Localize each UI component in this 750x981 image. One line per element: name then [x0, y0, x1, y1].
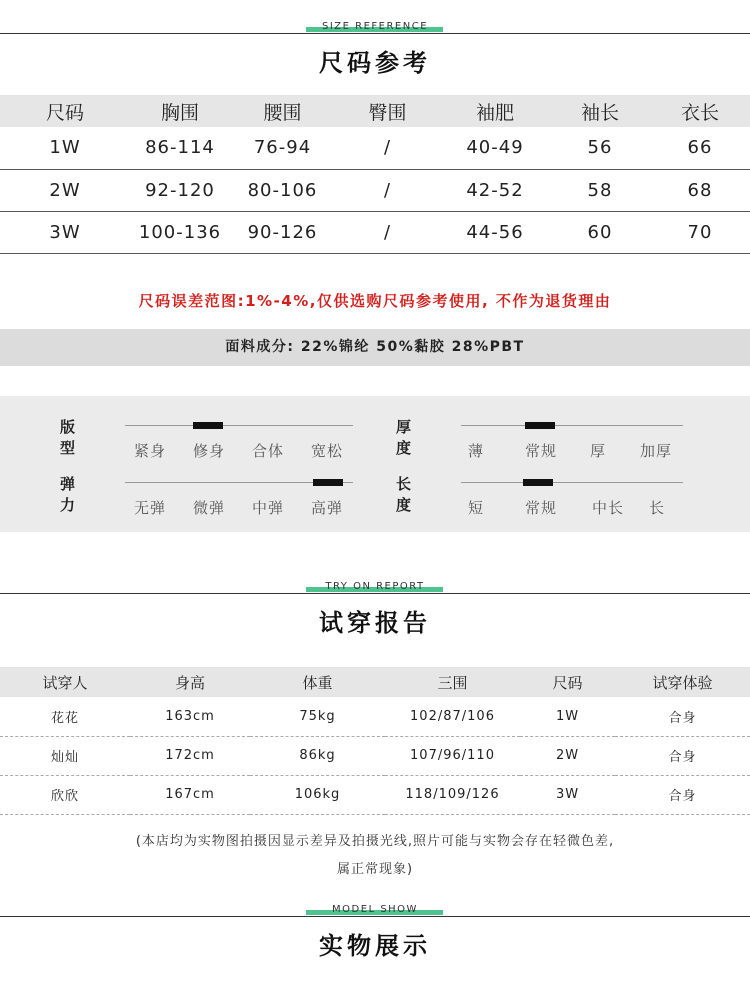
property-indicator	[523, 479, 553, 486]
table-cell: 2W	[0, 169, 130, 211]
section-title: 试穿报告	[319, 609, 431, 637]
table-cell: 68	[650, 169, 750, 211]
property-option: 加厚	[639, 442, 672, 460]
property-label: 版型	[60, 418, 76, 457]
size-header-cell: 袖长	[550, 95, 650, 127]
divider-line	[0, 916, 750, 917]
property-label: 厚度	[396, 418, 412, 457]
disclaimer-line-1: (本店均为实物图拍摄因显示差异及拍摄光线,照片可能与实物会存在轻微色差,	[135, 834, 615, 849]
table-cell: 167cm	[130, 775, 250, 814]
table-cell: /	[335, 169, 440, 211]
table-cell: 58	[550, 169, 650, 211]
table-row	[0, 127, 750, 169]
table-cell: 75kg	[250, 697, 385, 736]
table-cell: 118/109/126	[385, 775, 520, 814]
property-option: 长	[648, 499, 665, 517]
table-cell: 灿灿	[0, 736, 130, 775]
property-option: 常规	[524, 442, 557, 460]
size-header-cell: 袖肥	[440, 95, 550, 127]
property-option: 修身	[192, 442, 225, 460]
table-cell: 86kg	[250, 736, 385, 775]
table-cell: 90-126	[230, 211, 335, 253]
size-error-note: 尺码误差范图:1%-4%,仅供选购尺码参考使用, 不作为退货理由	[138, 292, 612, 310]
table-cell: 76-94	[230, 127, 335, 169]
section-subtitle: TRY ON REPORT	[325, 581, 425, 592]
table-cell: 1W	[0, 127, 130, 169]
size-reference-header	[0, 21, 750, 87]
table-row	[0, 697, 750, 736]
property-option: 常规	[524, 499, 557, 517]
table-row	[0, 736, 750, 775]
property-track	[461, 482, 683, 483]
section-subtitle: MODEL SHOW	[332, 904, 418, 915]
section-title: 实物展示	[319, 932, 431, 960]
disclaimer-line-2: 属正常现象)	[336, 862, 414, 877]
table-row	[0, 169, 750, 211]
size-header-cell: 胸围	[130, 95, 230, 127]
property-option: 合体	[251, 442, 284, 460]
try-header-cell: 体重	[250, 667, 385, 697]
table-cell: 163cm	[130, 697, 250, 736]
property-track	[461, 425, 683, 426]
property-option: 宽松	[310, 442, 343, 460]
table-row	[0, 211, 750, 253]
table-cell: 3W	[520, 775, 615, 814]
table-cell: 合身	[615, 775, 750, 814]
size-table-header	[0, 95, 750, 127]
table-cell: 102/87/106	[385, 697, 520, 736]
model-show-header	[0, 904, 750, 970]
try-header-cell: 尺码	[520, 667, 615, 697]
property-option: 短	[467, 499, 484, 517]
try-header-cell: 试穿人	[0, 667, 130, 697]
table-cell: 106kg	[250, 775, 385, 814]
table-cell: 花花	[0, 697, 130, 736]
section-subtitle: SIZE REFERENCE	[321, 21, 429, 32]
try-header-cell: 三围	[385, 667, 520, 697]
try-on-table	[0, 667, 750, 815]
table-cell: 100-136	[130, 211, 230, 253]
property-option: 中弹	[251, 499, 284, 517]
property-track	[125, 425, 353, 426]
property-option: 高弹	[310, 499, 343, 517]
size-header-cell: 尺码	[0, 95, 130, 127]
divider-line	[0, 33, 750, 34]
table-cell: 42-52	[440, 169, 550, 211]
table-cell: 3W	[0, 211, 130, 253]
property-indicator	[193, 422, 223, 429]
size-header-cell: 衣长	[650, 95, 750, 127]
property-label: 长度	[396, 475, 412, 514]
property-option: 紧身	[133, 442, 166, 460]
table-cell: 66	[650, 127, 750, 169]
property-option: 厚	[589, 442, 606, 460]
table-cell: 172cm	[130, 736, 250, 775]
try-header-cell: 试穿体验	[615, 667, 750, 697]
property-option: 薄	[467, 442, 484, 460]
size-header-cell: 腰围	[230, 95, 335, 127]
section-title: 尺码参考	[319, 49, 431, 77]
fabric-composition: 面料成分: 22%锦纶 50%黏胶 28%PBT	[0, 329, 750, 366]
table-cell: 107/96/110	[385, 736, 520, 775]
size-table	[0, 95, 750, 254]
divider-line	[0, 593, 750, 594]
table-cell: /	[335, 127, 440, 169]
table-cell: 欣欣	[0, 775, 130, 814]
table-cell: 1W	[520, 697, 615, 736]
table-cell: 56	[550, 127, 650, 169]
table-cell: 40-49	[440, 127, 550, 169]
table-cell: 60	[550, 211, 650, 253]
try-on-report-header	[0, 581, 750, 647]
property-option: 中长	[591, 499, 624, 517]
property-label: 弹力	[60, 475, 76, 514]
try-header-cell: 身高	[130, 667, 250, 697]
table-cell: 合身	[615, 697, 750, 736]
table-cell: /	[335, 211, 440, 253]
table-cell: 86-114	[130, 127, 230, 169]
size-header-cell: 臀围	[335, 95, 440, 127]
table-cell: 合身	[615, 736, 750, 775]
table-cell: 2W	[520, 736, 615, 775]
property-option: 无弹	[133, 499, 166, 517]
property-indicator	[313, 479, 343, 486]
table-cell: 92-120	[130, 169, 230, 211]
try-table-header	[0, 667, 750, 697]
property-option: 微弹	[192, 499, 225, 517]
properties-panel	[0, 396, 750, 532]
table-cell: 44-56	[440, 211, 550, 253]
property-indicator	[525, 422, 555, 429]
table-cell: 80-106	[230, 169, 335, 211]
table-row	[0, 775, 750, 814]
table-cell: 70	[650, 211, 750, 253]
